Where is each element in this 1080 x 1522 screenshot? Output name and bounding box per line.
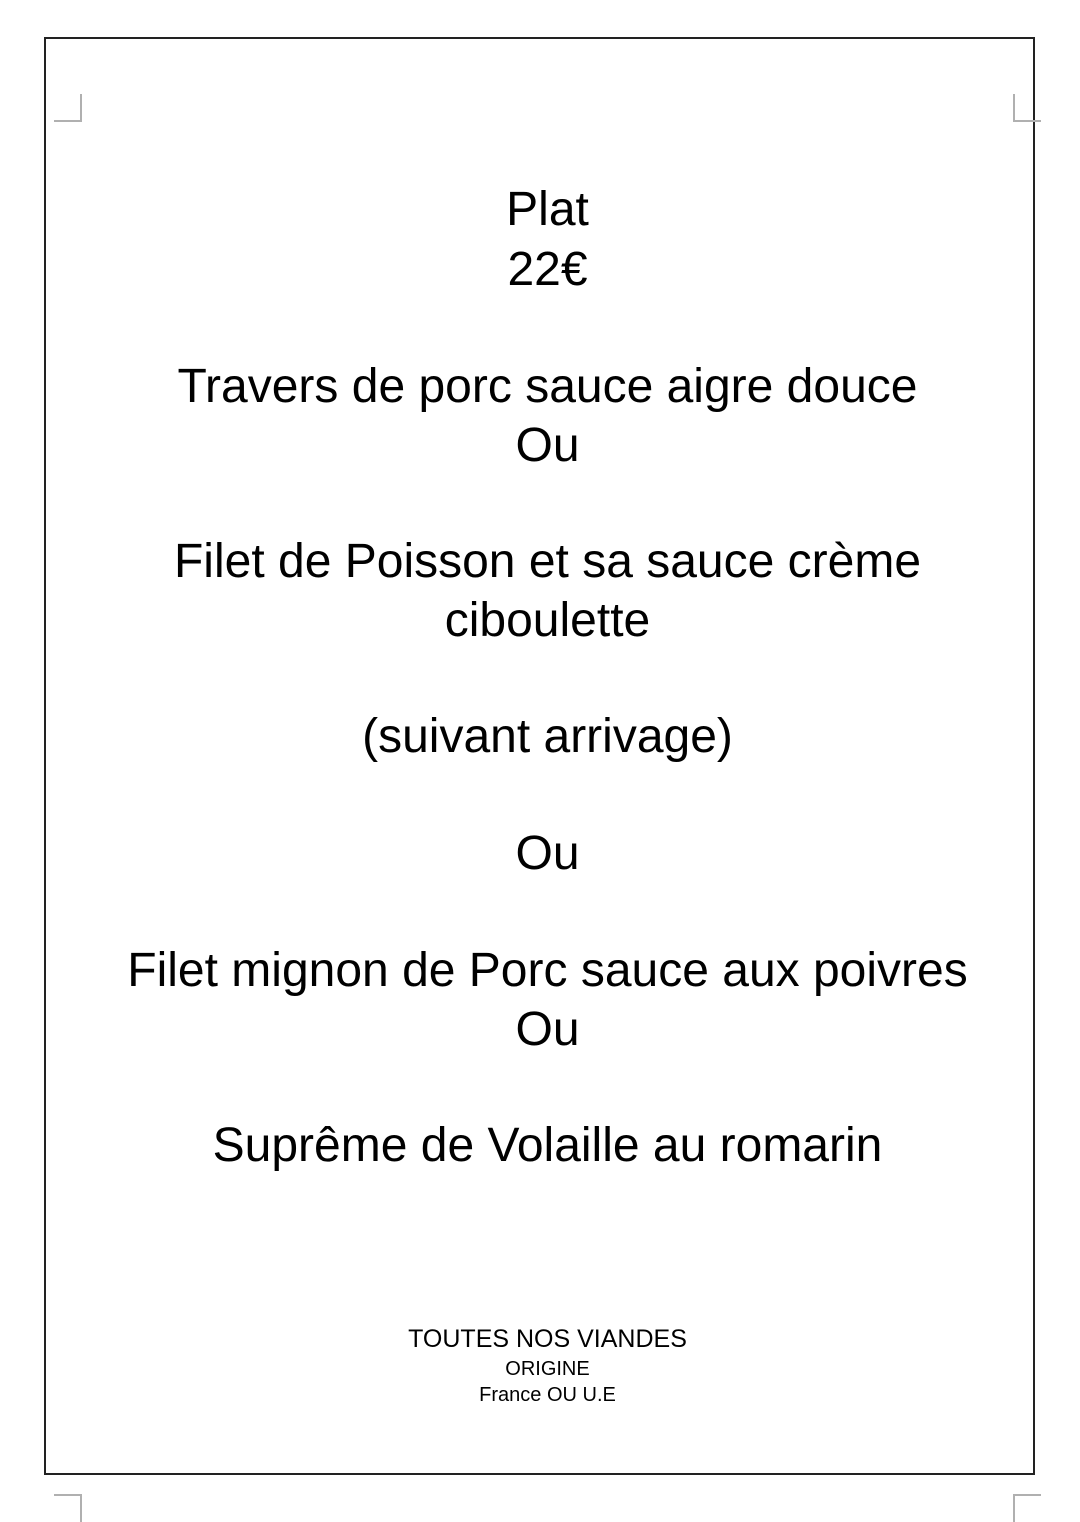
dish-2-line-2: ciboulette	[444, 594, 651, 647]
footer-meat-notice: TOUTES NOS VIANDES	[408, 1325, 687, 1353]
menu-price: 22€	[507, 243, 588, 296]
dish-1: Travers de porc sauce aigre douce	[177, 360, 918, 413]
separator-or-3: Ou	[515, 1003, 580, 1056]
dish-4: Suprême de Volaille au romarin	[212, 1119, 883, 1172]
dish-2-line-1: Filet de Poisson et sa sauce crème	[173, 535, 922, 588]
footer-origin-label: ORIGINE	[505, 1358, 590, 1380]
crop-mark-top-right	[1013, 94, 1041, 122]
dish-3: Filet mignon de Porc sauce aux poivres	[127, 944, 968, 997]
menu-title: Plat	[506, 183, 589, 236]
footer-origin-value: France OU U.E	[479, 1384, 616, 1406]
dish-2-note: (suivant arrivage)	[362, 710, 733, 763]
separator-or-1: Ou	[515, 419, 580, 472]
crop-mark-top-left	[54, 94, 82, 122]
crop-mark-bottom-right	[1013, 1494, 1041, 1522]
crop-mark-bottom-left	[54, 1494, 82, 1522]
separator-or-2: Ou	[515, 827, 580, 880]
